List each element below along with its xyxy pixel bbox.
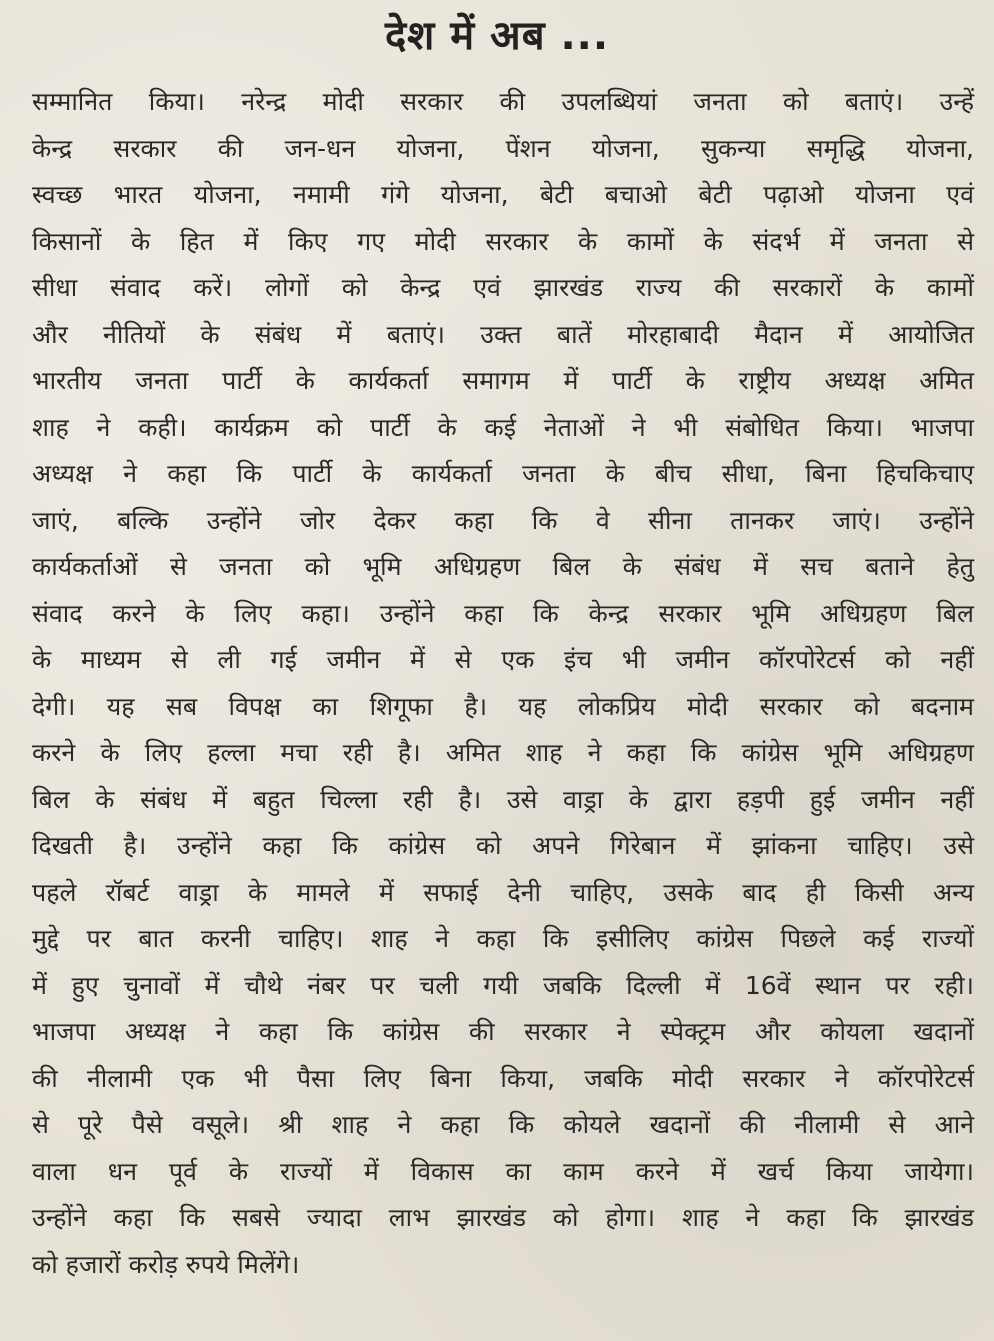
- headline: देश में अब ...: [384, 13, 610, 59]
- article-line: से पूरे पैसे वसूले। श्री शाह ने कहा कि कोयले खदानों की नीलामी से आने: [32, 1110, 974, 1139]
- article-line: और नीतियों के संबंध में बताएं। उक्त बातें मोरहाबादी मैदान में आयोजित: [32, 319, 974, 349]
- article-line: सीधा संवाद करें। लोगों को केन्द्र एवं झारखंड राज्य की सरकारों के कामों: [32, 273, 974, 302]
- article-line: किसानों के हित में किए गए मोदी सरकार के कामों के संदर्भ में जनता से: [32, 226, 974, 256]
- article-line: केन्द्र सरकार की जन-धन योजना, पेंशन योजना, सुकन्या समृद्धि योजना,: [32, 133, 974, 163]
- article-line: जाएं, बल्कि उन्होंने जोर देकर कहा कि वे सीना तानकर जाएं। उन्होंने: [32, 505, 974, 535]
- article-line: मुद्दे पर बात करनी चाहिए। शाह ने कहा कि इसीलिए कांग्रेस पिछले कई राज्यों: [32, 924, 974, 953]
- article-line: के माध्यम से ली गई जमीन में से एक इंच भी जमीन कॉरपोरेटर्स को नहीं: [32, 645, 974, 674]
- article-line: शाह ने कही। कार्यक्रम को पार्टी के कई नेताओं ने भी संबोधित किया। भाजपा: [32, 412, 974, 442]
- article-line: को हजारों करोड़ रुपये मिलेंगे।: [32, 1249, 300, 1279]
- article-line: संवाद करने के लिए कहा। उन्होंने कहा कि केन्द्र सरकार भूमि अधिग्रहण बिल: [32, 598, 974, 628]
- article-line: स्वच्छ भारत योजना, नमामी गंगे योजना, बेटी बचाओ बेटी पढ़ाओ योजना एवं: [32, 180, 974, 209]
- article-line: की नीलामी एक भी पैसा लिए बिना किया, जबकि मोदी सरकार ने कॉरपोरेटर्स: [32, 1063, 974, 1093]
- article-line: देगी। यह सब विपक्ष का शिगूफा है। यह लोकप्रिय मोदी सरकार को बदनाम: [32, 691, 974, 721]
- article-line: करने के लिए हल्ला मचा रही है। अमित शाह ने कहा कि कांग्रेस भूमि अधिग्रहण: [32, 738, 974, 767]
- article-line: सम्मानित किया। नरेन्द्र मोदी सरकार की उपलब्धियां जनता को बताएं। उन्हें: [32, 87, 974, 116]
- article-line: बिल के संबंध में बहुत चिल्ला रही है। उसे वाड्रा के द्वारा हड़पी हुई जमीन नहीं: [32, 784, 974, 814]
- article-line: भारतीय जनता पार्टी के कार्यकर्ता समागम में पार्टी के राष्ट्रीय अध्यक्ष अमित: [32, 366, 974, 395]
- article-line: अध्यक्ष ने कहा कि पार्टी के कार्यकर्ता जनता के बीच सीधा, बिना हिचकिचाए: [32, 459, 974, 488]
- article-line: कार्यकर्ताओं से जनता को भूमि अधिग्रहण बिल के संबंध में सच बताने हेतु: [32, 552, 974, 581]
- article-line: भाजपा अध्यक्ष ने कहा कि कांग्रेस की सरकार ने स्पेक्ट्रम और कोयला खदानों: [32, 1017, 974, 1046]
- article-line: उन्होंने कहा कि सबसे ज्यादा लाभ झारखंड को होगा। शाह ने कहा कि झारखंड: [32, 1203, 974, 1232]
- article-body: [32, 79, 974, 1288]
- article-line: पहले रॉबर्ट वाड्रा के मामले में सफाई देनी चाहिए, उसके बाद ही किसी अन्य: [32, 877, 974, 907]
- article-line: में हुए चुनावों में चौथे नंबर पर चली गयी जबकि दिल्ली में 16वें स्थान पर रही।: [32, 970, 974, 1000]
- article-line: वाला धन पूर्व के राज्यों में विकास का काम करने में खर्च किया जायेगा।: [32, 1156, 974, 1186]
- article-line: दिखती है। उन्होंने कहा कि कांग्रेस को अपने गिरेबान में झांकना चाहिए। उसे: [32, 831, 974, 860]
